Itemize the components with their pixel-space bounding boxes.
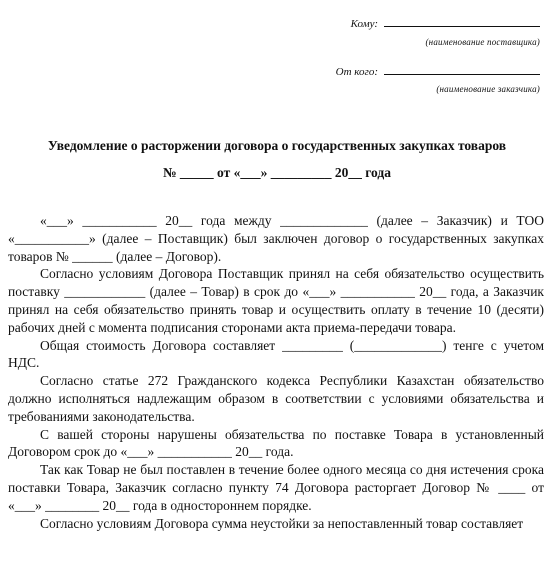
document-body <box>8 212 544 532</box>
recipient-line <box>351 16 540 30</box>
paragraph-supplier-obligation: Согласно условиям Договора Поставщик принял на себя обязательство осуществить поставку ____________ (далее – Товар) в срок до «___» ___________ 20__ года, а Заказчик принял на себя обязательство принять товар и осуществить оплату в течение 10 (десяти) рабочих дней с момента подписания сторонами акта приема-передачи товара. <box>8 266 544 335</box>
paragraph-contract-intro: «___» ___________ 20__ года между _____________ (далее – Заказчик) и ТОО «___________» (далее – Поставщик) был заключен договор о государственных закупках товаров № ______ (далее – Договор). <box>8 213 544 264</box>
paragraph-civil-code: Согласно статье 272 Гражданского кодекса Республики Казахстан обязательство должно исполняться надлежащим образом в соответствии с условиями обязательства и требованиями законодательства. <box>8 373 544 424</box>
recipient-blank <box>384 16 540 27</box>
recipient-hint: (наименование поставщика) <box>425 37 540 47</box>
paragraph-termination: Так как Товар не был поставлен в течение более одного месяца со дня истечения срока поставки Товара, Заказчик согласно пункту 74 Договора расторгает Договор № ____ от «___» ________ 20__ года в одностороннем порядке. <box>8 462 544 513</box>
sender-blank <box>384 64 540 75</box>
document-number-line: № _____ от «___» _________ 20__ года <box>162 165 391 180</box>
sender-hint: (наименование заказчика) <box>436 84 540 94</box>
sender-label: От кого: <box>335 66 378 78</box>
document-title: Уведомление о расторжении договора о государственных закупках товаров <box>47 138 507 153</box>
paragraph-penalty: Согласно условиям Договора сумма неустойки за непоставленный товар составляет <box>40 515 524 531</box>
paragraph-total-cost: Общая стоимость Договора составляет _________ (_____________) тенге с учетом НДС. <box>8 337 544 371</box>
sender-line <box>336 64 540 78</box>
paragraph-breach: С вашей стороны нарушены обязательства по поставке Товара в установленный Договором срок до «___» ___________ 20__ года. <box>8 426 544 460</box>
recipient-label: Кому: <box>350 18 378 30</box>
